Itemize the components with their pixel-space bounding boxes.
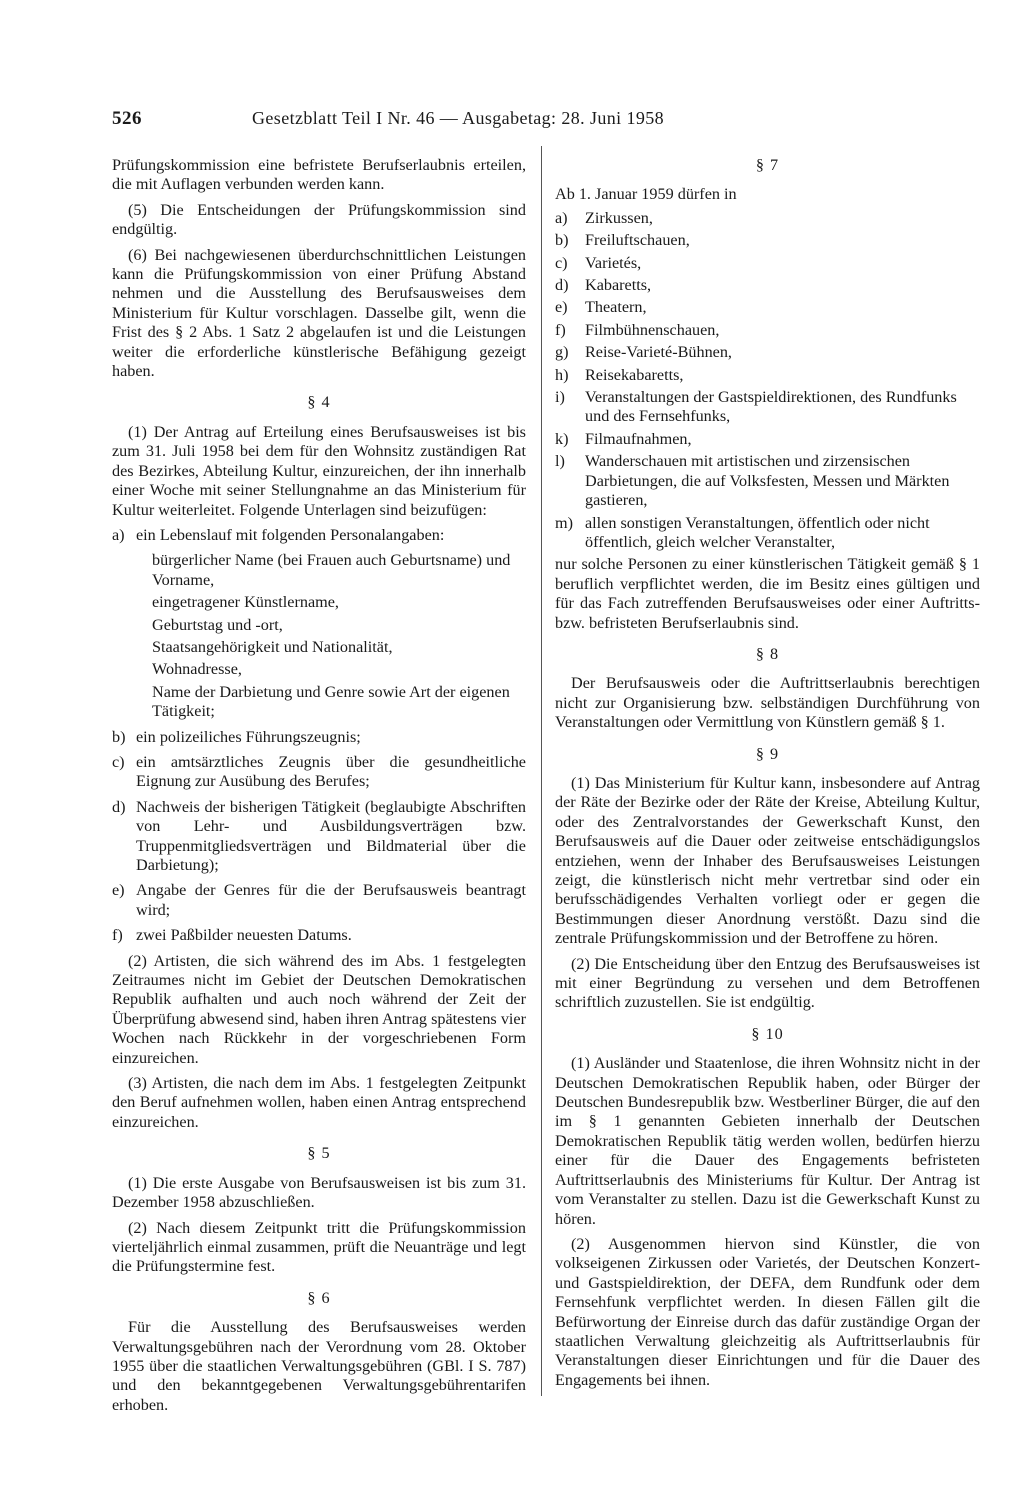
list-item-text: zwei Paßbilder neuesten Datums. <box>136 926 352 945</box>
list-item-text: Theatern, <box>585 298 647 317</box>
list-item <box>555 254 980 273</box>
list-item-text: Wohnadresse, <box>152 660 242 679</box>
paragraph-6: Für die Ausstellung des Berufsausweises werden Verwaltungsgebühren nach der Verordnung vom 28. Oktober 1955 über die staatlichen Verwaltungsgebühren (GBl. I S. 787) und den bekanntgegebenen Verwaltungsgebührentarifen erhoben. <box>112 1318 526 1414</box>
list-subitem <box>112 660 526 679</box>
list-item-text: Reise-Varieté-Bühnen, <box>585 343 732 362</box>
section-heading-6: § 6 <box>307 1288 331 1307</box>
running-title: Gesetzblatt Teil I Nr. 46 — Ausgabetag: 28. Juni 1958 <box>252 108 665 128</box>
paragraph-7: nur solche Personen zu einer künstlerischen Tätigkeit gemäß § 1 beruflich verpflichtet werden, die im Besitz eines gültigen und für das Fach zutreffenden Berufsausweises oder einer Auftritts- bzw. befristeten Berufserlaubnis sind. <box>555 555 980 632</box>
list-item <box>555 209 980 228</box>
paragraph-7-intro: Ab 1. Januar 1959 dürfen in <box>555 185 737 204</box>
list-item-label: a) <box>112 525 125 544</box>
list-item-text: Name der Darbietung und Genre sowie Art der eigenen Tätigkeit; <box>152 682 510 721</box>
section-heading-9: § 9 <box>755 744 780 763</box>
list-item-label: g) <box>555 343 569 362</box>
list-item-label: f) <box>555 320 566 339</box>
list-subitem <box>112 638 526 657</box>
list-subitem <box>112 551 526 590</box>
list-item <box>112 526 526 545</box>
list-item-label: b) <box>112 727 126 746</box>
list-item <box>555 298 980 317</box>
list-item-label: f) <box>112 926 123 945</box>
list-item <box>112 728 526 747</box>
paragraph-3-5: (5) Die Entscheidungen der Prüfungskommission sind endgültig. <box>112 200 526 239</box>
list-item-text: ein amtsärztliches Zeugnis über die gesundheitliche Eignung zur Ausübung des Berufes; <box>136 752 526 791</box>
list-item-text: ein polizeiliches Führungszeugnis; <box>136 727 361 746</box>
paragraph-3-6: (6) Bei nachgewiesenen überdurchschnittlichen Leistungen kann die Prüfungskommission von einer Prüfung Abstand nehmen und die Ausstellung des Berufsausweises dem Ministerium für Kultur vorschlagen. Dasselbe gilt, wenn die Frist des § 2 Abs. 1 Satz 2 abgelaufen ist und die Leistungen weiter die erforderliche künstlerische Befähigung gezeigt haben. <box>112 245 526 381</box>
paragraph-9-2: (2) Die Entscheidung über den Entzug des Berufsausweises ist mit einer Begründung zu versehen und dem Betroffenen schriftlich zuzustellen. Sie ist endgültig. <box>555 954 980 1012</box>
list-item-label: c) <box>112 752 125 771</box>
list-item-label: b) <box>555 231 569 250</box>
list-item <box>112 753 526 792</box>
list-subitem <box>112 616 526 635</box>
list-item <box>555 231 980 250</box>
list-item-label: l) <box>555 452 565 471</box>
right-column <box>555 156 980 1396</box>
list-item-text: Filmaufnahmen, <box>585 429 692 448</box>
document-list-4 <box>112 526 526 946</box>
left-column <box>112 156 526 1421</box>
list-item-text: eingetragener Künstlername, <box>152 593 339 612</box>
paragraph-8: Der Berufsausweis oder die Auftrittserlaubnis berechtigen nicht zur Organisierung bzw. selbständigen Durchführung von Veranstaltungen oder Vermittlung von Künstlern gemäß § 1. <box>555 674 980 732</box>
list-item-label: m) <box>555 513 573 532</box>
paragraph-10-1: (1) Ausländer und Staatenlose, die ihren Wohnsitz nicht in der Deutschen Demokratischen Republik haben, oder Bürger der Deutschen Bundesrepublik bzw. Westberliner Bürger, die auf den im § 1 genannten Gebieten innerhalb der Deutschen Demokratischen Republik tätig werden wollen, bedürfen hierzu einer für die Dauer des Engagements befristeten Auftrittserlaubnis des Ministeriums für Kultur. Der Antrag ist vom Veranstalter zu stellen. Dazu ist die Gewerkschaft Kunst zu hören. <box>555 1054 980 1228</box>
list-item-text: allen sonstigen Veranstaltungen, öffentlich oder nicht öffentlich, gleich welcher Veranstalter, <box>585 513 930 551</box>
list-item <box>112 798 526 876</box>
list-item-text: Kabaretts, <box>585 276 652 295</box>
list-item-text: Staatsangehörigkeit und Nationalität, <box>152 637 393 656</box>
list-item <box>555 343 980 362</box>
paragraph-9-1: (1) Das Ministerium für Kultur kann, insbesondere auf Antrag der Räte der Bezirke oder der Räte der Kreise, Abteilung Kultur, oder des Zentralvorstandes der Gewerkschaft Kunst, den Berufsausweis auf die Dauer oder zeitweise entschädigungslos entziehen, wenn der Inhaber des Berufsausweises Leistungen zeigt, die künstlerisch nicht mehr vertretbar sind oder ein berufsschädigendes Verhalten vorliegt oder er gegen die Bestimmungen dieser Anordnung verstößt. Dazu sind die zentrale Prüfungskommission und der Betroffene zu hören. <box>555 773 980 948</box>
section-heading-4: § 4 <box>307 393 331 412</box>
list-item-label: d) <box>555 276 569 295</box>
list-item <box>555 514 980 553</box>
list-item-text: Wanderschauen mit artistischen und zirzensischen Darbietungen, die auf Volksfesten, Messen und Märkten gastieren, <box>585 452 950 510</box>
list-item-text: Freiluftschauen, <box>585 231 690 250</box>
list-item-text: Varietés, <box>585 253 642 272</box>
list-item-text: ein Lebenslauf mit folgenden Personalangaben: <box>136 525 445 544</box>
section-heading-5: § 5 <box>307 1144 331 1163</box>
list-item <box>555 388 980 427</box>
list-item-text: Geburtstag und -ort, <box>152 615 283 634</box>
paragraph-continued: Prüfungskommission eine befristete Berufserlaubnis erteilen, die mit Auflagen verbunden werden kann. <box>112 156 526 194</box>
list-subitem <box>112 593 526 612</box>
section-heading-7: § 7 <box>755 156 780 174</box>
paragraph-4-3: (3) Artisten, die nach dem im Abs. 1 festgelegten Zeitpunkt den Beruf aufnehmen wollen, haben einen Antrag entsprechend einzureichen. <box>112 1074 526 1131</box>
list-item-text: Angabe der Genres für die der Berufsausweis beantragt wird; <box>136 881 526 919</box>
paragraph-10-2: (2) Ausgenommen hiervon sind Künstler, die von volkseigenen Zirkussen oder Varietés, der Deutschen Konzert- und Gastspieldirektion, der DEFA, dem Rundfunk oder dem Fernsehfunk verpflichtet werden. In diesen Fällen gilt die Befürwortung der Einreise durch das dafür zuständige Organ der staatlichen Verwaltung gleichzeitig als Auftrittserlaubnis für Veranstaltungen dieser Einrichtungen und für die Dauer des Engagements bei ihnen. <box>555 1234 980 1389</box>
venue-list-7 <box>555 209 980 553</box>
list-item <box>112 881 526 920</box>
list-subitem <box>112 683 526 722</box>
section-heading-10: § 10 <box>751 1024 784 1043</box>
paragraph-4-2: (2) Artisten, die sich während des im Abs. 1 festgelegten Zeitraumes nicht im Gebiet der Deutschen Demokratischen Republik aufhalten und auch noch während der Zeit der Überprüfung abwesend sind, haben ihren Antrag spätestens vier Wochen nach Rückkehr in der vorgeschriebenen Form einzureichen. <box>112 951 526 1067</box>
list-item-label: i) <box>555 388 565 407</box>
list-item-text: Reisekabaretts, <box>585 365 684 384</box>
list-item <box>555 430 980 449</box>
list-item <box>555 452 980 510</box>
page-number: 526 <box>112 108 142 129</box>
list-item <box>555 366 980 385</box>
page-header <box>112 108 972 138</box>
list-item-label: d) <box>112 797 126 816</box>
list-item-label: e) <box>112 881 125 900</box>
list-item-label: c) <box>555 253 568 272</box>
list-item-text: Veranstaltungen der Gastspieldirektionen, des Rundfunks und des Fernsehfunks, <box>585 388 957 426</box>
column-divider <box>541 146 542 1396</box>
list-item-text: Filmbühnenschauen, <box>585 320 720 339</box>
paragraph-5-1: (1) Die erste Ausgabe von Berufsausweisen ist bis zum 31. Dezember 1958 abzuschließen. <box>112 1173 526 1212</box>
paragraph-4-1: (1) Der Antrag auf Erteilung eines Berufsausweises ist bis zum 31. Juli 1958 bei dem für den Wohnsitz zuständigen Rat des Bezirkes, Abteilung Kultur, einzureichen, der ihn innerhalb einer Woche mit seiner Stellungnahme an das Ministerium für Kultur weiterleitet. Folgende Unterlagen sind beizufügen: <box>112 422 526 519</box>
list-item-text: bürgerlicher Name (bei Frauen auch Geburtsname) und Vorname, <box>152 551 511 589</box>
list-item-label: a) <box>555 208 568 227</box>
list-item <box>112 926 526 945</box>
list-item <box>555 321 980 340</box>
list-item <box>555 276 980 295</box>
list-item-text: Zirkussen, <box>585 208 653 227</box>
list-item-label: e) <box>555 298 568 317</box>
section-heading-8: § 8 <box>755 644 780 663</box>
list-item-label: k) <box>555 429 569 448</box>
list-item-label: h) <box>555 365 569 384</box>
list-item-text: Nachweis der bisherigen Tätigkeit (beglaubigte Abschriften von Lehr- und Ausbildungsverträgen bzw. Truppenmitgliedsverträgen und Bildmaterial über die Darbietung); <box>136 797 526 874</box>
paragraph-5-2: (2) Nach diesem Zeitpunkt tritt die Prüfungskommission vierteljährlich einmal zusammen, prüft die Neuanträge und legt die Prüfungstermine fest. <box>112 1218 526 1276</box>
